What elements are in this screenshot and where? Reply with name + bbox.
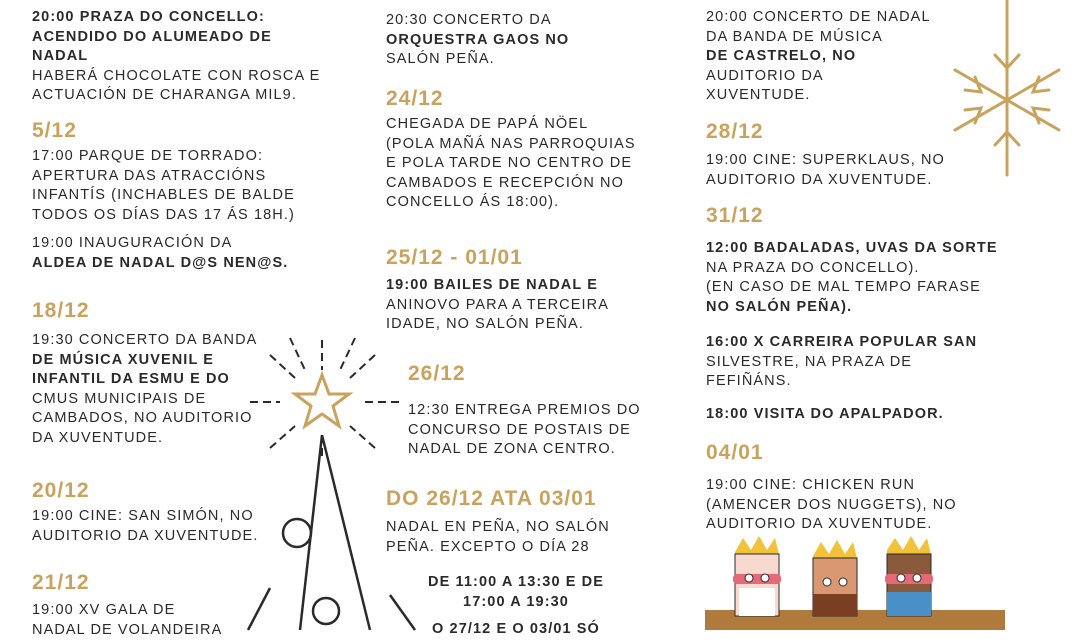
line: CONCURSO DE POSTAIS DE <box>408 421 631 438</box>
date-heading: 5/12 <box>32 119 77 142</box>
line: 20:00 CONCERTO DE NADAL <box>706 9 931 25</box>
line: 12:30 ENTREGA PREMIOS DO <box>408 402 641 418</box>
line: NA PRAZA DO CONCELLO). <box>706 259 920 276</box>
snowflake-icon <box>945 0 1070 180</box>
line: FEFIÑÁNS. <box>706 373 792 389</box>
line: NADAL DE ZONA CENTRO. <box>408 441 616 457</box>
line: AUDITORIO DA XUVENTUDE. <box>32 527 259 544</box>
line: 18:00 VISITA DO APALPADOR. <box>706 406 944 422</box>
line: 19:00 INAUGURACIÓN DA <box>32 235 233 251</box>
line: CAMBADOS E RECEPCIÓN NO <box>386 174 624 191</box>
line: XUVENTUDE. <box>706 87 811 103</box>
line: 19:00 BAILES DE NADAL E <box>386 277 598 293</box>
line: ORQUESTRA GAOS NO <box>386 31 570 48</box>
line: INFANTÍS (INCHABLES DE BALDE <box>32 187 295 203</box>
line: NADAL <box>32 48 89 64</box>
event-cine-chicken-run <box>706 476 957 535</box>
line: NADAL DE VOLANDEIRA <box>32 621 223 638</box>
line: (AMENCER DOS NUGGETS), NO <box>706 496 957 513</box>
event-carreira-san-silvestre <box>706 333 977 392</box>
date-heading: 31/12 <box>706 204 764 227</box>
line: 19:00 CINE: SUPERKLAUS, NO <box>706 152 945 168</box>
line: TODOS OS DÍAS DAS 17 ÁS 18H.) <box>32 206 295 223</box>
line: ACENDIDO DO ALUMEADO DE <box>32 28 272 45</box>
line: E POLA TARDE NO CENTRO DE <box>386 155 633 171</box>
line: 16:00 X CARREIRA POPULAR SAN <box>706 334 978 350</box>
event-aldea-nadal <box>32 234 288 273</box>
line: CMUS MUNICIPAIS DE <box>32 390 207 407</box>
line: 20:00 PRAZA DO CONCELLO: <box>32 9 265 25</box>
line: NO SALÓN PEÑA). <box>706 298 853 315</box>
line: ALDEA DE NADAL D@S NEN@S. <box>32 254 289 271</box>
three-kings-illustration <box>705 534 1005 630</box>
date-heading: 24/12 <box>386 87 444 110</box>
line: AUDITORIO DA <box>706 67 824 84</box>
line: DA XUVENTUDE. <box>32 429 164 446</box>
date-heading: 25/12 - 01/01 <box>386 246 523 269</box>
event-papa-noel <box>386 115 636 213</box>
line: SALÓN PEÑA. <box>386 51 495 67</box>
line: 19:00 CINE: SAN SIMÓN, NO <box>32 508 254 524</box>
line: (EN CASO DE MAL TEMPO FARASE <box>706 279 981 295</box>
event-banda-castrelo <box>706 8 931 106</box>
line: APERTURA DAS ATRACCIÓNS <box>32 167 267 184</box>
line: 19:30 CONCERTO DA BANDA <box>32 332 258 348</box>
event-apalpador <box>706 405 944 425</box>
line: INFANTIL DA ESMU E DO <box>32 371 230 387</box>
event-alumeado <box>32 8 320 106</box>
tree-ornaments-decoration <box>230 330 430 630</box>
event-parque-torrado <box>32 147 295 225</box>
line: ANINOVO PARA A TERCEIRA <box>386 296 609 313</box>
line: AUDITORIO DA XUVENTUDE. <box>706 171 933 188</box>
date-heading: 26/12 <box>408 362 466 385</box>
line: 20:30 CONCERTO DA <box>386 12 552 28</box>
event-orquestra-gaos <box>386 11 569 70</box>
date-heading: 21/12 <box>32 571 90 594</box>
line: 17:00 A 19:30 <box>463 593 569 610</box>
event-gala-volandeira <box>32 601 222 640</box>
line: (POLA MAÑÁ NAS PARROQUIAS <box>386 135 636 152</box>
event-cine-san-simon <box>32 507 258 546</box>
line: 19:00 XV GALA DE <box>32 602 176 618</box>
line: 19:00 CINE: CHICKEN RUN <box>706 477 916 493</box>
line: DE CASTRELO, NO <box>706 48 857 64</box>
event-premios-postais <box>408 401 641 460</box>
line: DE MÚSICA XUVENIL E <box>32 351 215 368</box>
event-bailes-nadal <box>386 276 609 335</box>
line: 12:00 BADALADAS, UVAS DA SORTE <box>706 240 998 256</box>
line: 17:00 PARQUE DE TORRADO: <box>32 148 264 164</box>
date-heading: 18/12 <box>32 299 90 322</box>
date-heading: 28/12 <box>706 120 764 143</box>
line: IDADE, NO SALÓN PEÑA. <box>386 316 584 332</box>
line: SILVESTRE, NA PRAZA DE <box>706 353 913 370</box>
line: NADAL EN PEÑA, NO SALÓN <box>386 519 610 535</box>
line: DA BANDA DE MÚSICA <box>706 28 883 45</box>
line: ACTUACIÓN DE CHARANGA MIL9. <box>32 87 297 103</box>
line: HABERÁ CHOCOLATE CON ROSCA E <box>32 67 321 84</box>
line: DE 11:00 A 13:30 E DE <box>428 574 604 590</box>
line: PEÑA. EXCEPTO O DÍA 28 <box>386 538 590 555</box>
date-heading: DO 26/12 ATA 03/01 <box>386 487 597 510</box>
line: AUDITORIO DA XUVENTUDE. <box>706 516 933 532</box>
date-heading: 20/12 <box>32 479 90 502</box>
line: CHEGADA DE PAPÁ NÖEL <box>386 116 589 132</box>
line: O 27/12 E O 03/01 SÓ <box>432 621 600 637</box>
line: CONCELLO ÁS 18:00). <box>386 194 560 210</box>
date-heading: 04/01 <box>706 441 764 464</box>
line: CAMBADOS, NO AUDITORIO <box>32 410 253 426</box>
event-cine-superklaus <box>706 151 945 190</box>
event-badaladas <box>706 239 998 317</box>
star-icon <box>295 375 349 426</box>
event-concerto-banda-xuvenil <box>32 331 257 448</box>
